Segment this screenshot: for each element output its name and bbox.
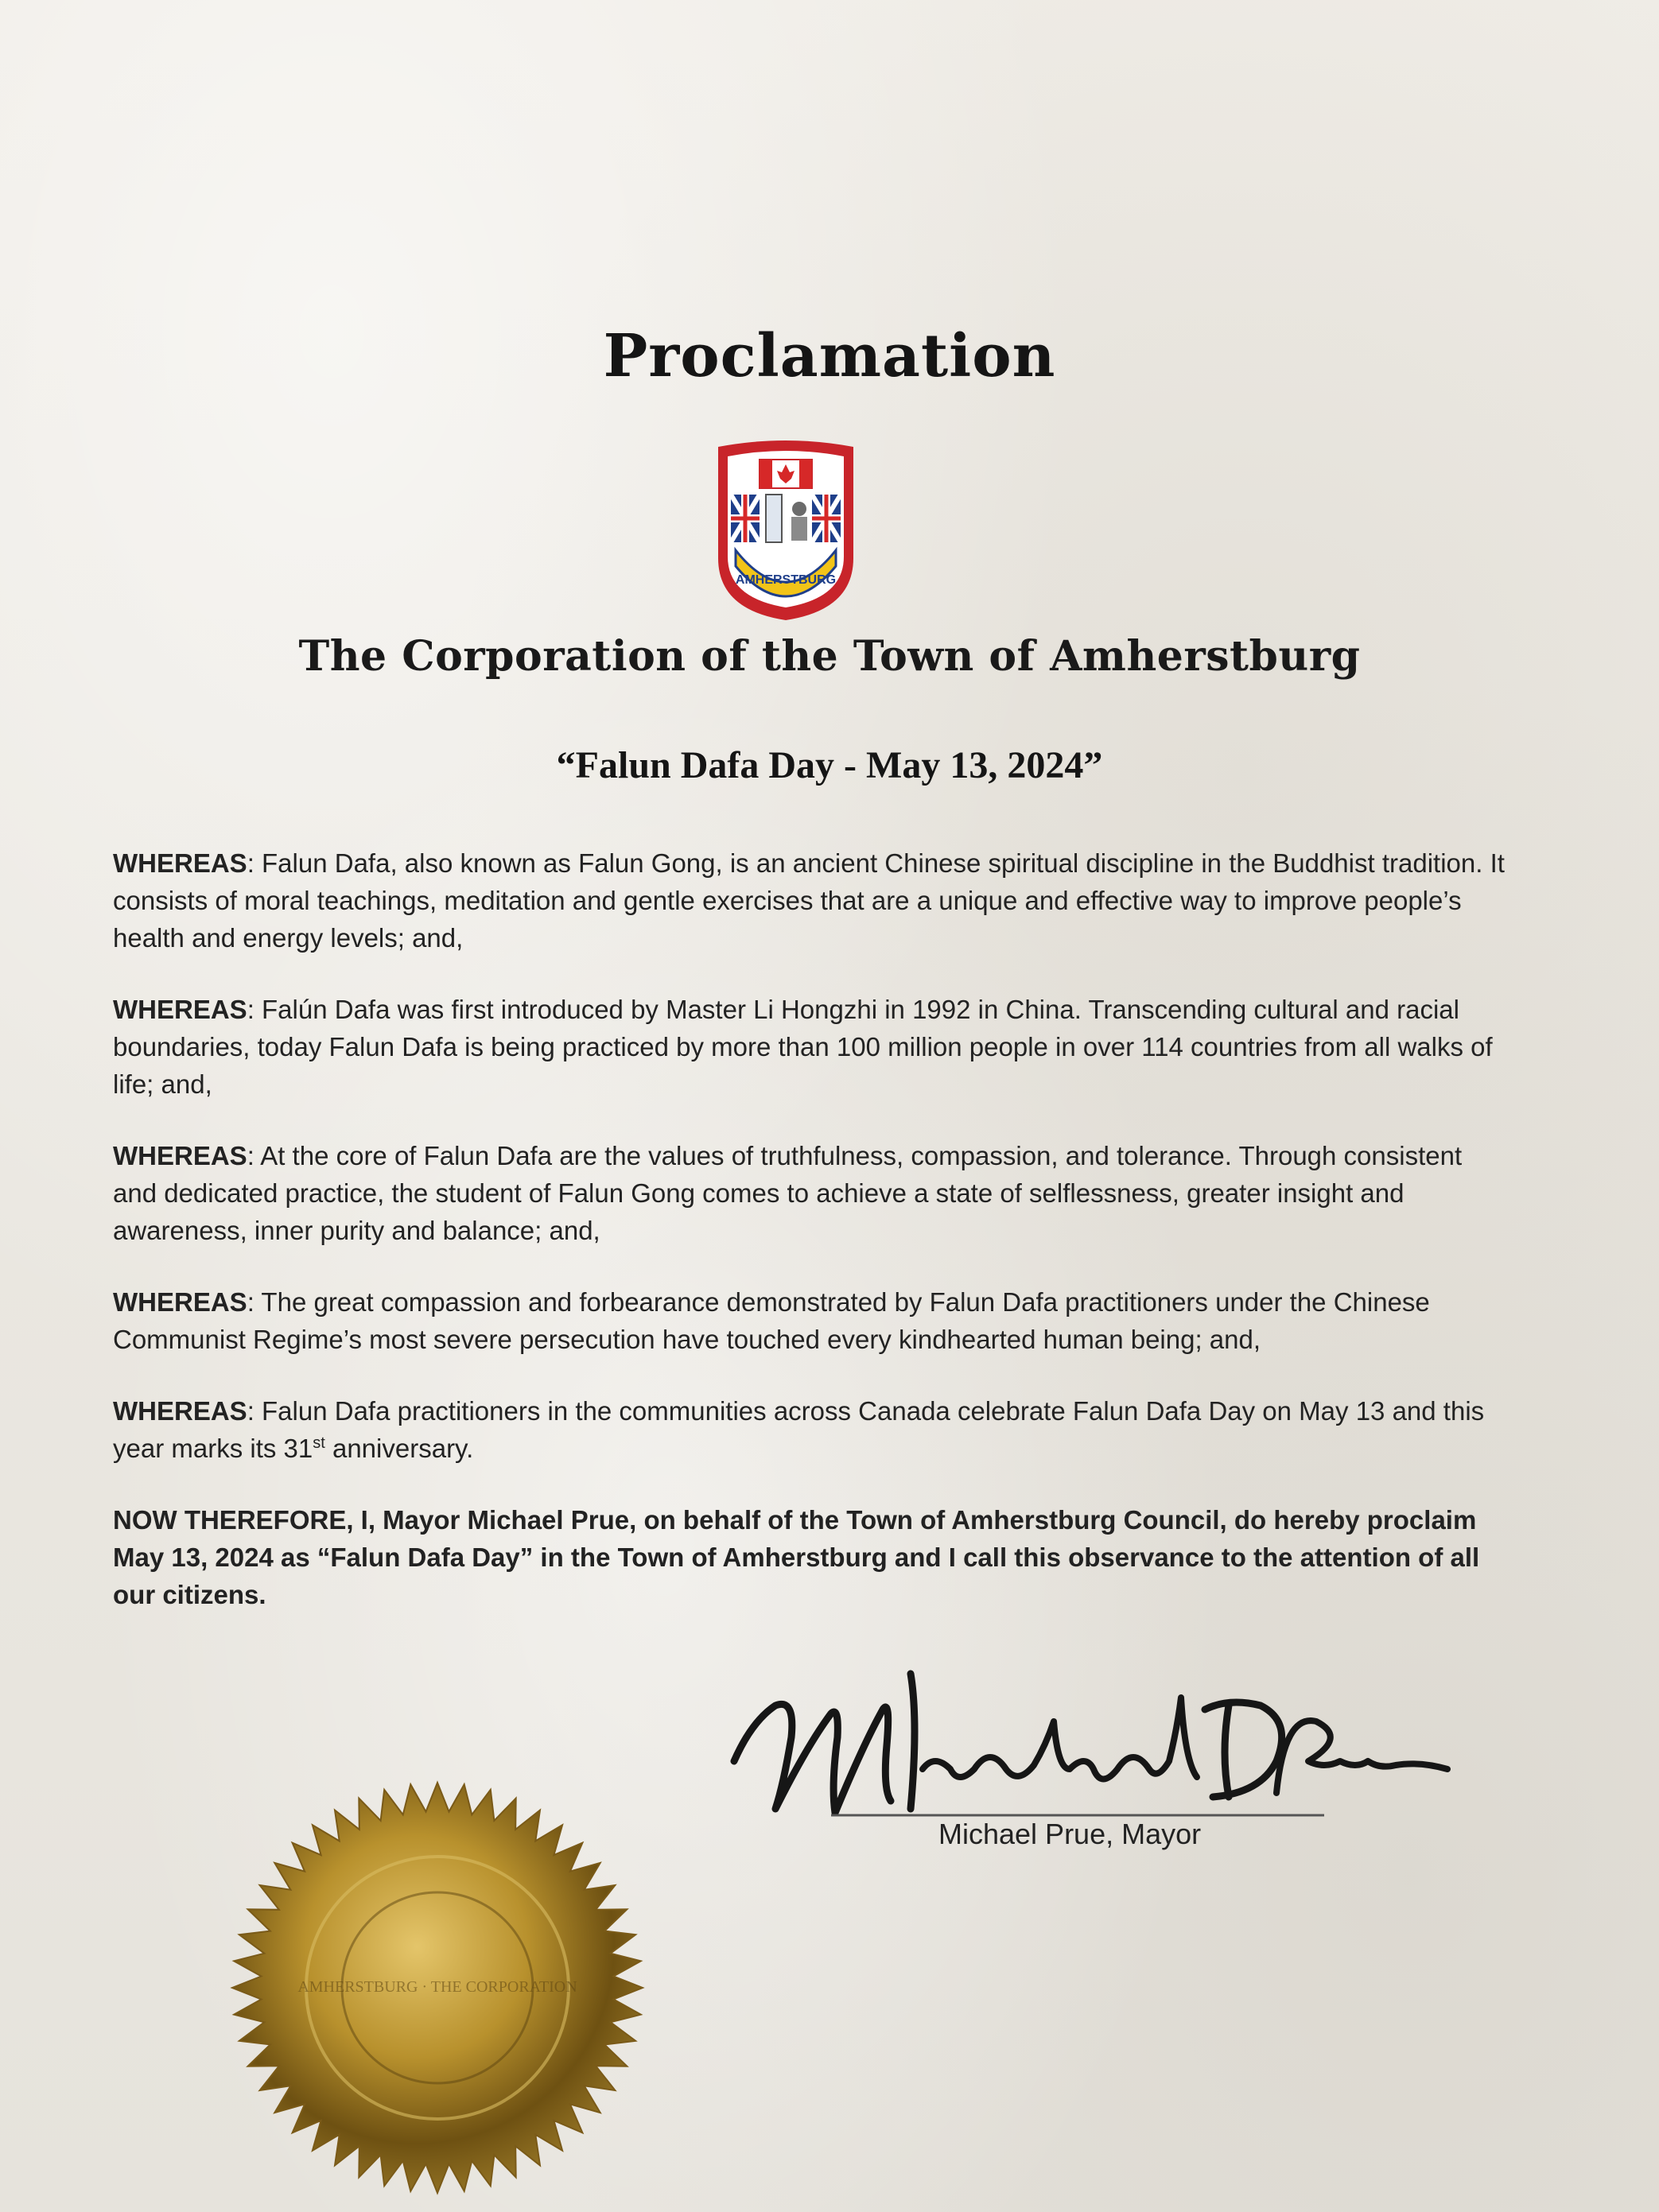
whereas-label: WHEREAS: [113, 848, 247, 878]
whereas-paragraph-2: [113, 991, 1513, 1103]
signature-script: Michael D Prue: [720, 1650, 725, 1651]
whereas-text: : Falun Dafa practitioners in the communities across Canada celebrate Falun Dafa Day on May 13 and this year marks its 31: [113, 1396, 1485, 1463]
whereas-paragraph-4: [113, 1283, 1513, 1358]
whereas-label: WHEREAS: [113, 1287, 247, 1317]
whereas-paragraph-1: [113, 844, 1513, 957]
whereas-text: : Falún Dafa was first introduced by Master Li Hongzhi in 1992 in China. Transcending cultural and racial boundaries, today Falun Dafa is being practiced by more than 100 million people in over 114 countries from all walks of life; and,: [113, 995, 1493, 1099]
whereas-text: : Falun Dafa, also known as Falun Gong, is an ancient Chinese spiritual discipline in the Buddhist tradition. It consists of moral teachings, meditation and gentle exercises that are a unique and effective way to improve people’s health and energy levels; and,: [113, 848, 1505, 953]
town-crest-logo: [704, 439, 868, 623]
organization-name: The Corporation of the Town of Amherstburg: [298, 632, 1361, 681]
signatory-name: Michael Prue, Mayor: [938, 1818, 1202, 1850]
document-heading: Proclamation: [603, 322, 1056, 390]
whereas-paragraph-3: [113, 1137, 1513, 1249]
seal-text: AMHERSTBURG · THE CORPORATION: [297, 1978, 577, 1996]
gold-seal: [227, 1777, 648, 2198]
whereas-text: : The great compassion and forbearance demonstrated by Falun Dafa practitioners under the Chinese Communist Regime’s most severe persecution have touched every kindhearted human being; and,: [113, 1287, 1430, 1354]
ordinal-suffix: st: [313, 1434, 325, 1452]
whereas-paragraph-5: [113, 1392, 1513, 1467]
whereas-text: : At the core of Falun Dafa are the values of truthfulness, compassion, and tolerance. Through consistent and dedicated practice, the student of Falun Gong comes to achieve a state of selflessness, greater insight and awareness, inner purity and balance; and,: [113, 1141, 1463, 1245]
event-title: “Falun Dafa Day - May 13, 2024”: [556, 744, 1103, 786]
whereas-label: WHEREAS: [113, 1141, 247, 1170]
whereas-label: WHEREAS: [113, 995, 247, 1024]
proclamation-statement: NOW THEREFORE, I, Mayor Michael Prue, on behalf of the Town of Amherstburg Council, do hereby proclaim May 13, 2024 as “Falun Dafa Day” in the Town of Amherstburg and I call this observance to the attention of all our citizens.: [113, 1505, 1480, 1609]
whereas-tail: anniversary.: [324, 1434, 474, 1463]
proclamation-body: [113, 844, 1513, 1647]
whereas-label: WHEREAS: [113, 1396, 247, 1426]
crest-label: AMHERSTBURG: [735, 573, 837, 587]
